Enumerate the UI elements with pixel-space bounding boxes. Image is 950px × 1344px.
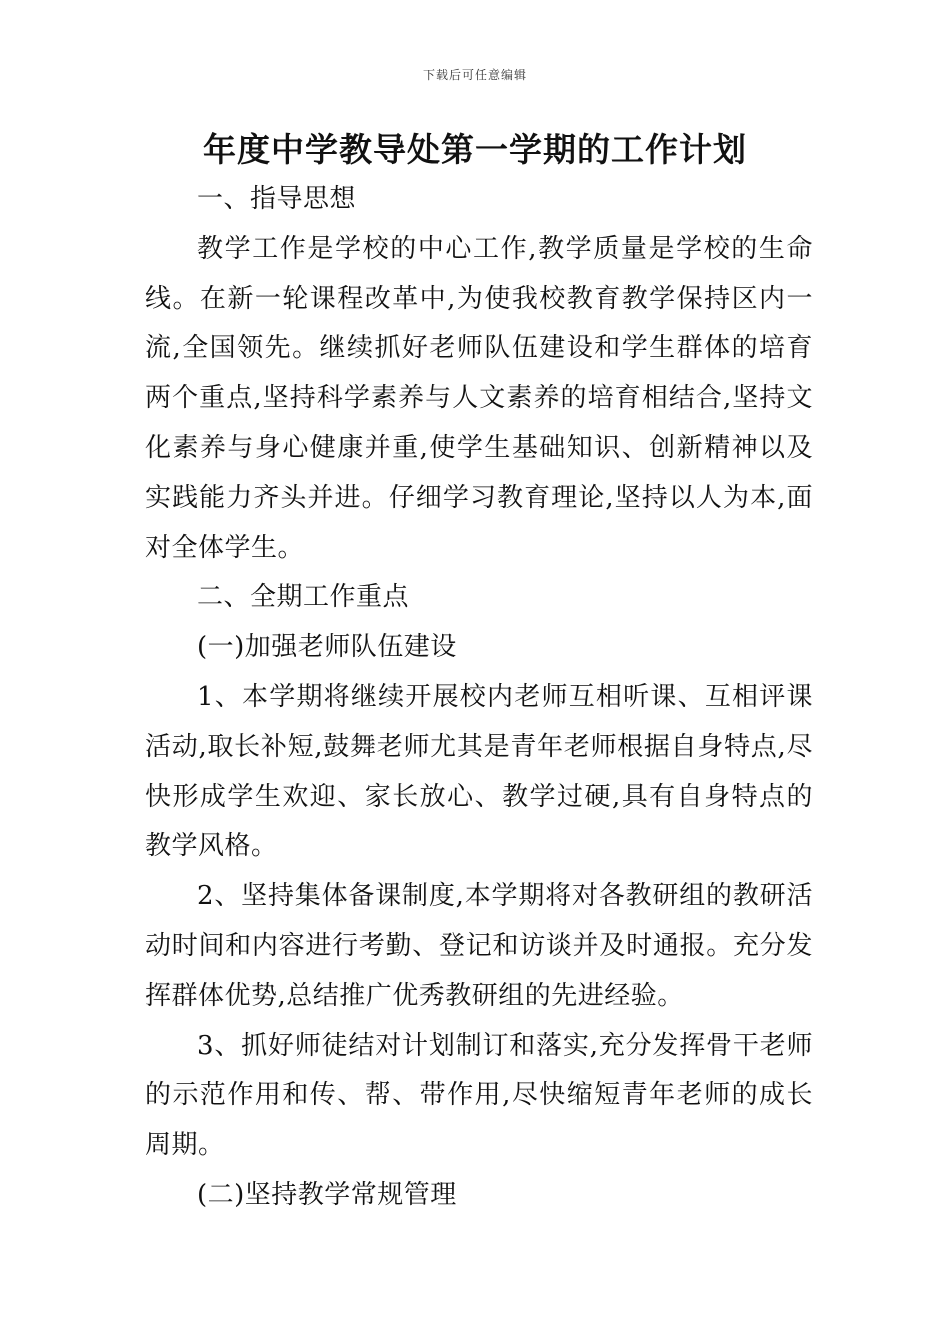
list-item-1: 1、本学期将继续开展校内老师互相听课、互相评课活动,取长补短,鼓舞老师尤其是青年老师根据自身特点,尽快形成学生欢迎、家长放心、教学过硬,具有自身特点的教学风格。: [145, 681, 813, 862]
paragraph-guiding-thought: 教学工作是学校的中心工作,教学质量是学校的生命线。在新一轮课程改革中,为使我校教育教学保持区内一流,全国领先。继续抓好老师队伍建设和学生群体的培育两个重点,坚持科学素养与人文素养的培育相结合,坚持文化素养与身心健康并重,使学生基础知识、创新精神以及实践能力齐头并进。仔细学习教育理论,坚持以人为本,面对全体学生。: [145, 233, 813, 563]
document-title: 年度中学教导处第一学期的工作计划: [203, 130, 747, 169]
section-heading-key-work: 二、全期工作重点: [197, 582, 410, 613]
section-heading-guiding-thought: 一、指导思想: [197, 184, 357, 214]
subsection-heading-teaching-routine: (二)坚持教学常规管理: [197, 1179, 457, 1210]
subsection-heading-teacher-team: (一)加强老师队伍建设: [197, 632, 457, 663]
list-item-3: 3、抓好师徒结对计划制订和落实,充分发挥骨干老师的示范作用和传、帮、带作用,尽快缩短青年老师的成长周期。: [145, 1030, 813, 1161]
header-note: 下载后可任意编辑: [422, 68, 527, 82]
document-body: [145, 175, 813, 1221]
list-item-2: 2、坚持集体备课制度,本学期将对各教研组的教研活动时间和内容进行考勤、登记和访谈并及时通报。充分发挥群体优势,总结推广优秀教研组的先进经验。: [145, 881, 813, 1011]
